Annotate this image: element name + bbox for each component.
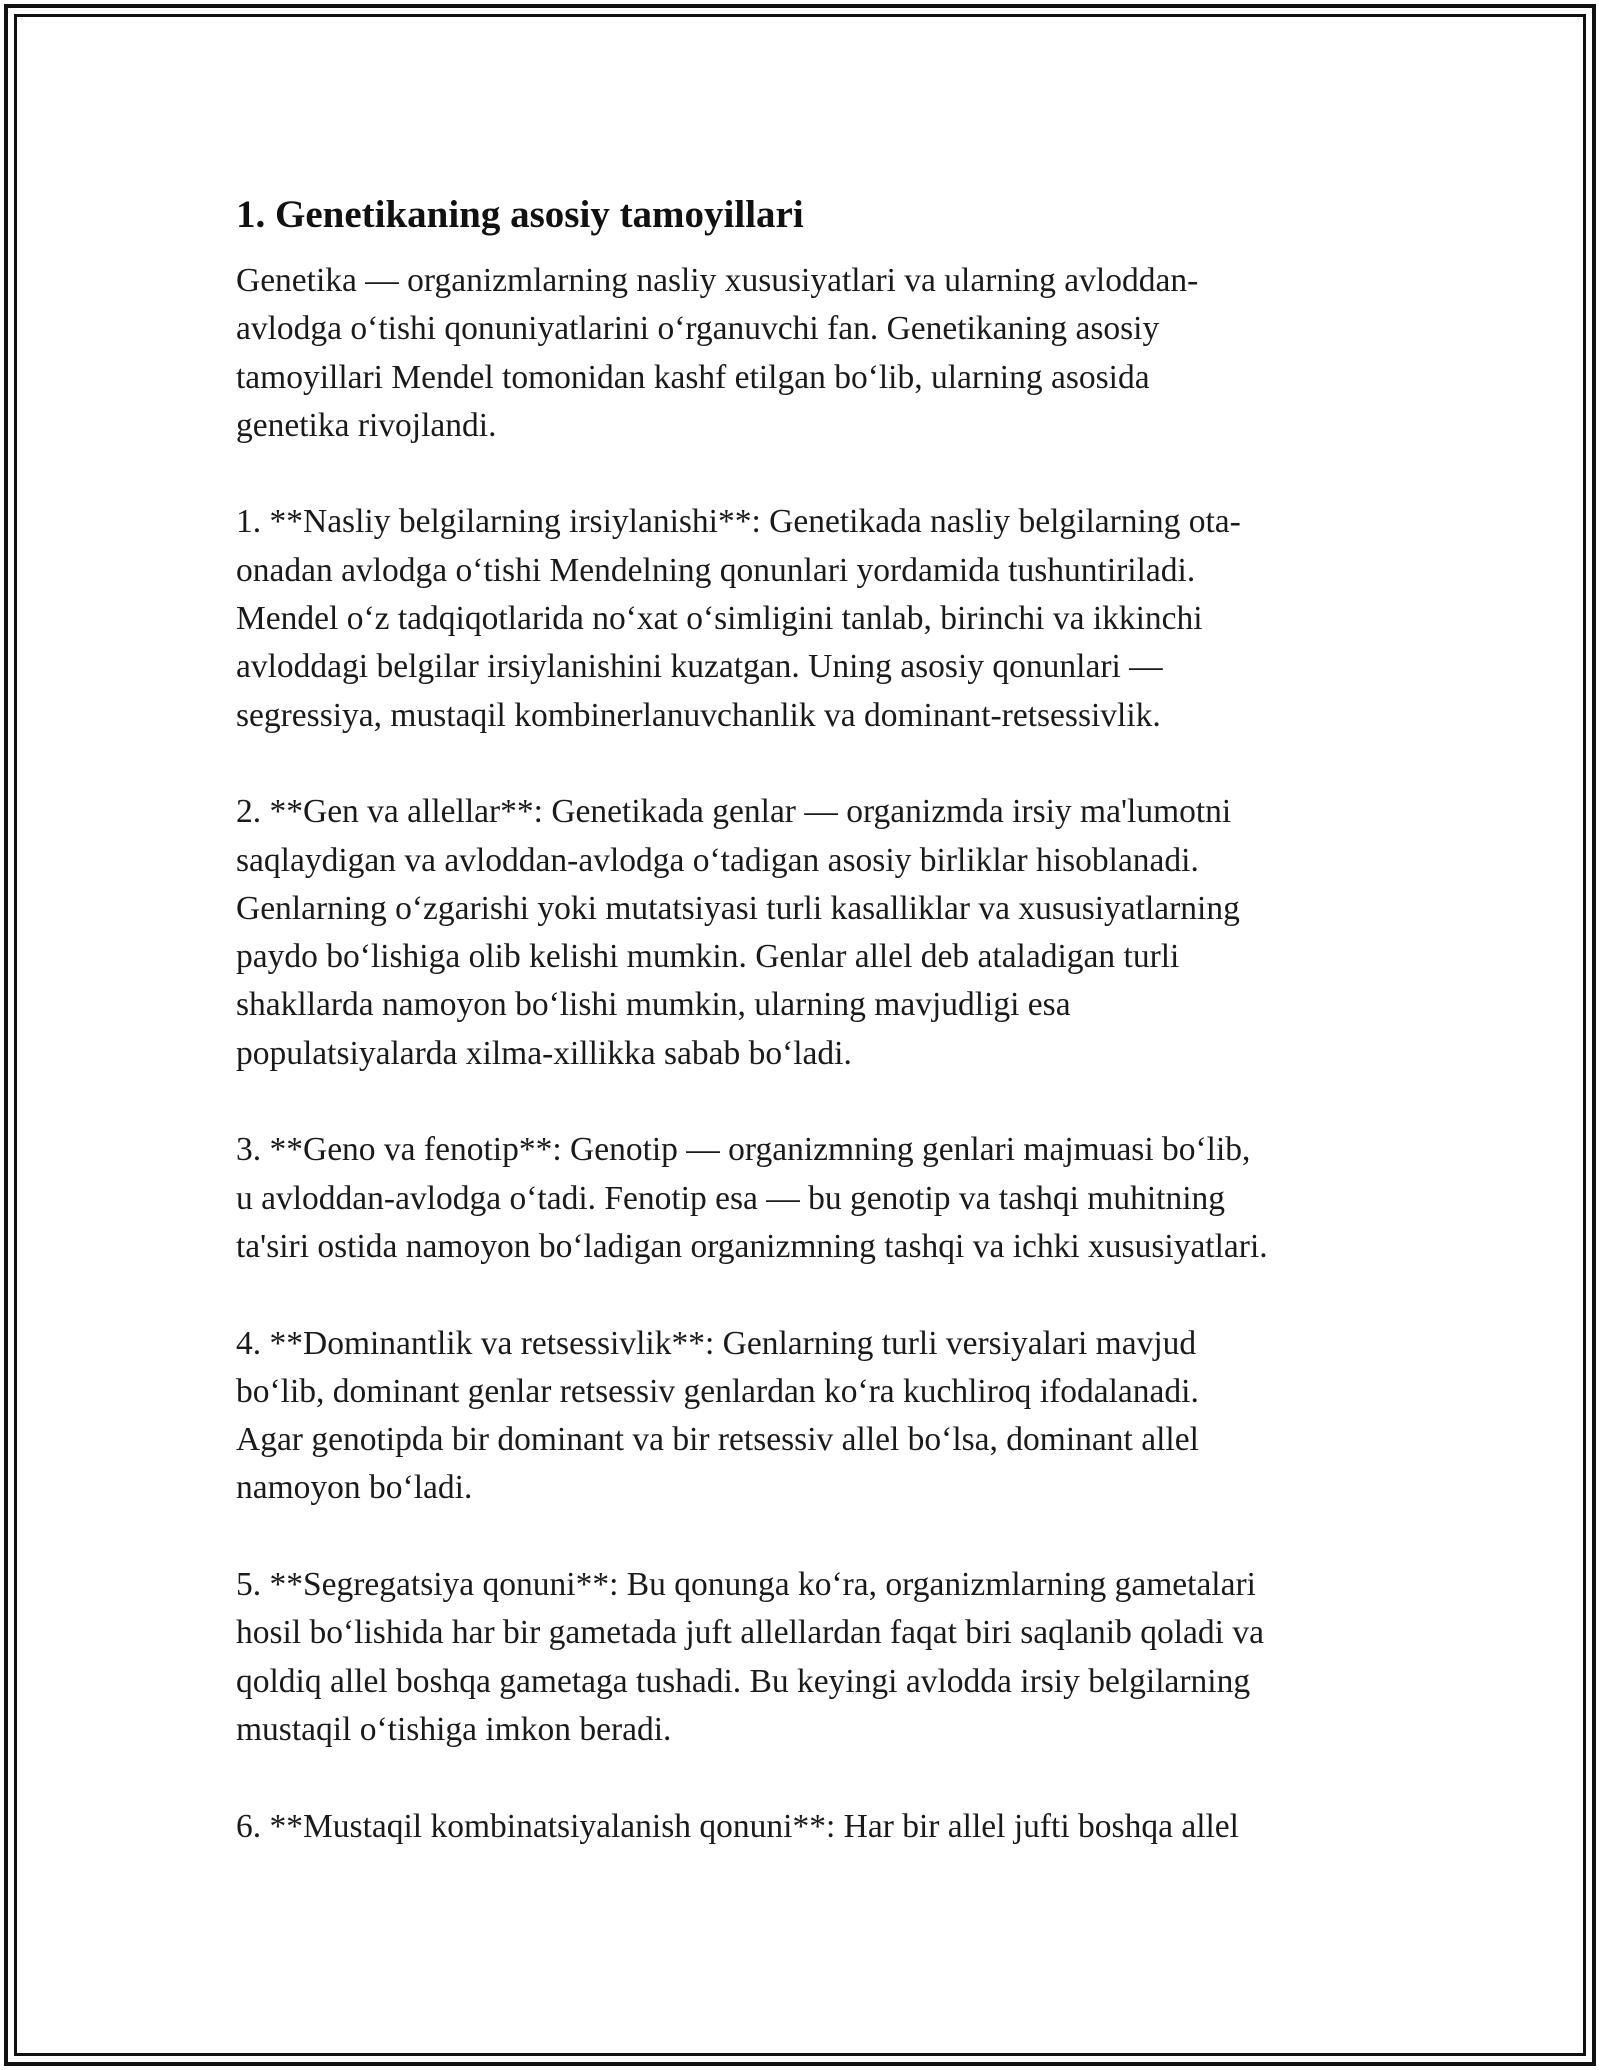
- text-line: 1. **Nasliy belgilarning irsiylanishi**: Genetikada nasliy belgilarning ota-: [236, 503, 1241, 541]
- document-body: [236, 185, 1386, 1899]
- text-line: paydo bo‘lishiga olib kelishi mumkin. Genlar allel deb ataladigan turli: [236, 938, 1180, 976]
- text-line: 6. **Mustaqil kombinatsiyalanish qonuni**: Har bir allel jufti boshqa allel: [236, 1807, 1239, 1845]
- list-item-2-paragraph: [236, 788, 1386, 1078]
- text-line: avlodga o‘tishi qonuniyatlarini o‘rganuvchi fan. Genetikaning asosiy: [236, 310, 1160, 348]
- text-line: bo‘lib, dominant genlar retsessiv genlardan ko‘ra kuchliroq ifodalanadi.: [236, 1372, 1199, 1410]
- section-heading: 1. Genetikaning asosiy tamoyillari: [236, 193, 804, 236]
- text-line: Mendel o‘z tadqiqotlarida no‘xat o‘simligini tanlab, birinchi va ikkinchi: [236, 600, 1203, 638]
- text-line: shakllarda namoyon bo‘lishi mumkin, ularning mavjudligi esa: [236, 986, 1071, 1024]
- text-line: qoldiq allel boshqa gametaga tushadi. Bu keyingi avlodda irsiy belgilarning: [236, 1662, 1251, 1700]
- text-line: hosil bo‘lishida har bir gametada juft allellardan faqat biri saqlanib qoladi va: [236, 1614, 1264, 1652]
- list-item-6-paragraph: [236, 1803, 1386, 1851]
- text-line: Agar genotipda bir dominant va bir retsessiv allel bo‘lsa, dominant allel: [236, 1421, 1199, 1459]
- text-line: tamoyillari Mendel tomonidan kashf etilgan bo‘lib, ularning asosida: [236, 358, 1150, 396]
- list-item-3-paragraph: [236, 1126, 1386, 1271]
- list-item-1-paragraph: [236, 498, 1386, 739]
- text-line: Genetika — organizmlarning nasliy xususiyatlari va ularning avloddan-: [236, 262, 1199, 299]
- intro-paragraph: [236, 257, 1386, 450]
- text-line: 4. **Dominantlik va retsessivlik**: Genlarning turli versiyalari mavjud: [236, 1324, 1197, 1362]
- list-item-4-paragraph: [236, 1320, 1386, 1513]
- text-line: populatsiyalarda xilma-xillikka sabab bo‘ladi.: [236, 1034, 852, 1072]
- text-line: genetika rivojlandi.: [236, 406, 497, 444]
- list-item-5-paragraph: [236, 1561, 1386, 1754]
- text-line: ta'siri ostida namoyon bo‘ladigan organizmning tashqi va ichki xususiyatlari.: [236, 1227, 1268, 1265]
- text-line: Genlarning o‘zgarishi yoki mutatsiyasi turli kasalliklar va xususiyatlarning: [236, 889, 1240, 927]
- text-line: u avloddan-avlodga o‘tadi. Fenotip esa — bu genotip va tashqi muhitning: [236, 1179, 1226, 1217]
- text-line: 5. **Segregatsiya qonuni**: Bu qonunga ko‘ra, organizmlarning gametalari: [236, 1566, 1256, 1604]
- text-line: namoyon bo‘ladi.: [236, 1469, 473, 1507]
- text-line: onadan avlodga o‘tishi Mendelning qonunlari yordamida tushuntiriladi.: [236, 551, 1196, 589]
- text-line: 3. **Geno va fenotip**: Genotip — organizmning genlari majmuasi bo‘lib,: [236, 1131, 1251, 1169]
- text-line: saqlaydigan va avloddan-avlodga o‘tadigan asosiy birliklar hisoblanadi.: [236, 841, 1199, 879]
- text-line: avloddagi belgilar irsiylanishini kuzatgan. Uning asosiy qonunlari —: [236, 648, 1163, 686]
- text-line: segressiya, mustaqil kombinerlanuvchanlik va dominant-retsessivlik.: [236, 696, 1161, 734]
- text-line: 2. **Gen va allellar**: Genetikada genlar — organizmda irsiy ma'lumotni: [236, 793, 1232, 831]
- text-line: mustaqil o‘tishiga imkon beradi.: [236, 1710, 672, 1748]
